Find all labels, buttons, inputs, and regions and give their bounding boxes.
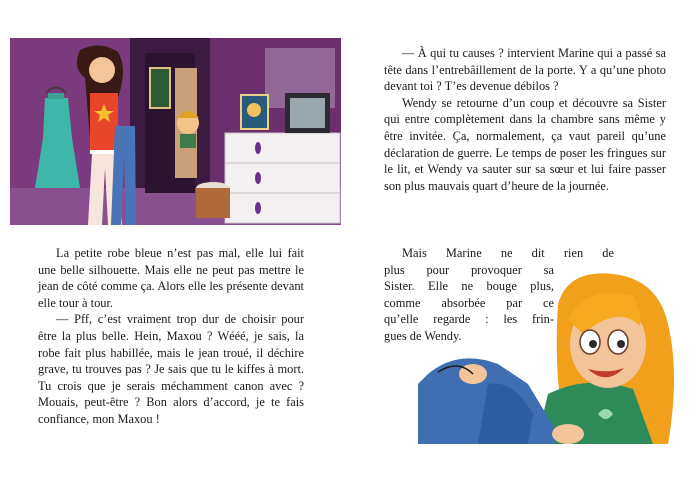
right-page [350,0,700,496]
text-line: comme absorbée par ce [384,295,554,310]
bedroom-illustration [10,38,341,225]
left-body-text [38,245,304,428]
paragraph: — À qui tu causes ? intervient Marine qui a passé sa tête dans l’entrebâillement de la porte. Y a qu’une photo devant toi ? T’es devenue débilos ? [384,46,666,94]
text-line: plus pour provoquer sa [384,262,554,277]
paragraph: — Pff, c’est vraiment trop dur de choisir pour être la plus belle. Hein, Maxou ? Wééé, je sais, la robe fait plus habillée, mais le jean troué, il déchire grave, tu trouves pas ? Je sais que tu le kiffes à mort. Tu crois que je serais méchamment canon avec ? Mouais, peut-être ? Bon alors d’accord, je te fais confiance, mon Maxou ! [38,312,304,426]
text-line: Sister. Elle ne bouge plus, [384,279,554,294]
right-body-text [384,45,666,194]
paragraph: La petite robe bleue n’est pas mal, elle lui fait une belle silhouette. Mais elle ne peut pas mettre le jean de côté comme ça. Alors elle les présente devant elle tour à tour. [38,246,304,310]
marine-illustration [418,264,688,444]
paragraph: Wendy se retourne d’un coup et découvre sa Sister qui entre complètement dans la chambre sans même y être invitée. Ça, normalement, ça vaut pareil qu’une déclaration de guerre. Le temps de poser les fringues sur le lit, et Wendy va sauter sur sa sœur et lui faire passer son plus mauvais quart d’heure de la journée. [384,95,666,193]
text-line: gues de Wendy. [384,328,462,343]
text-line: qu’elle regarde : les frin- [384,312,554,327]
text-line: Mais Marine ne dit rien de [402,246,614,260]
